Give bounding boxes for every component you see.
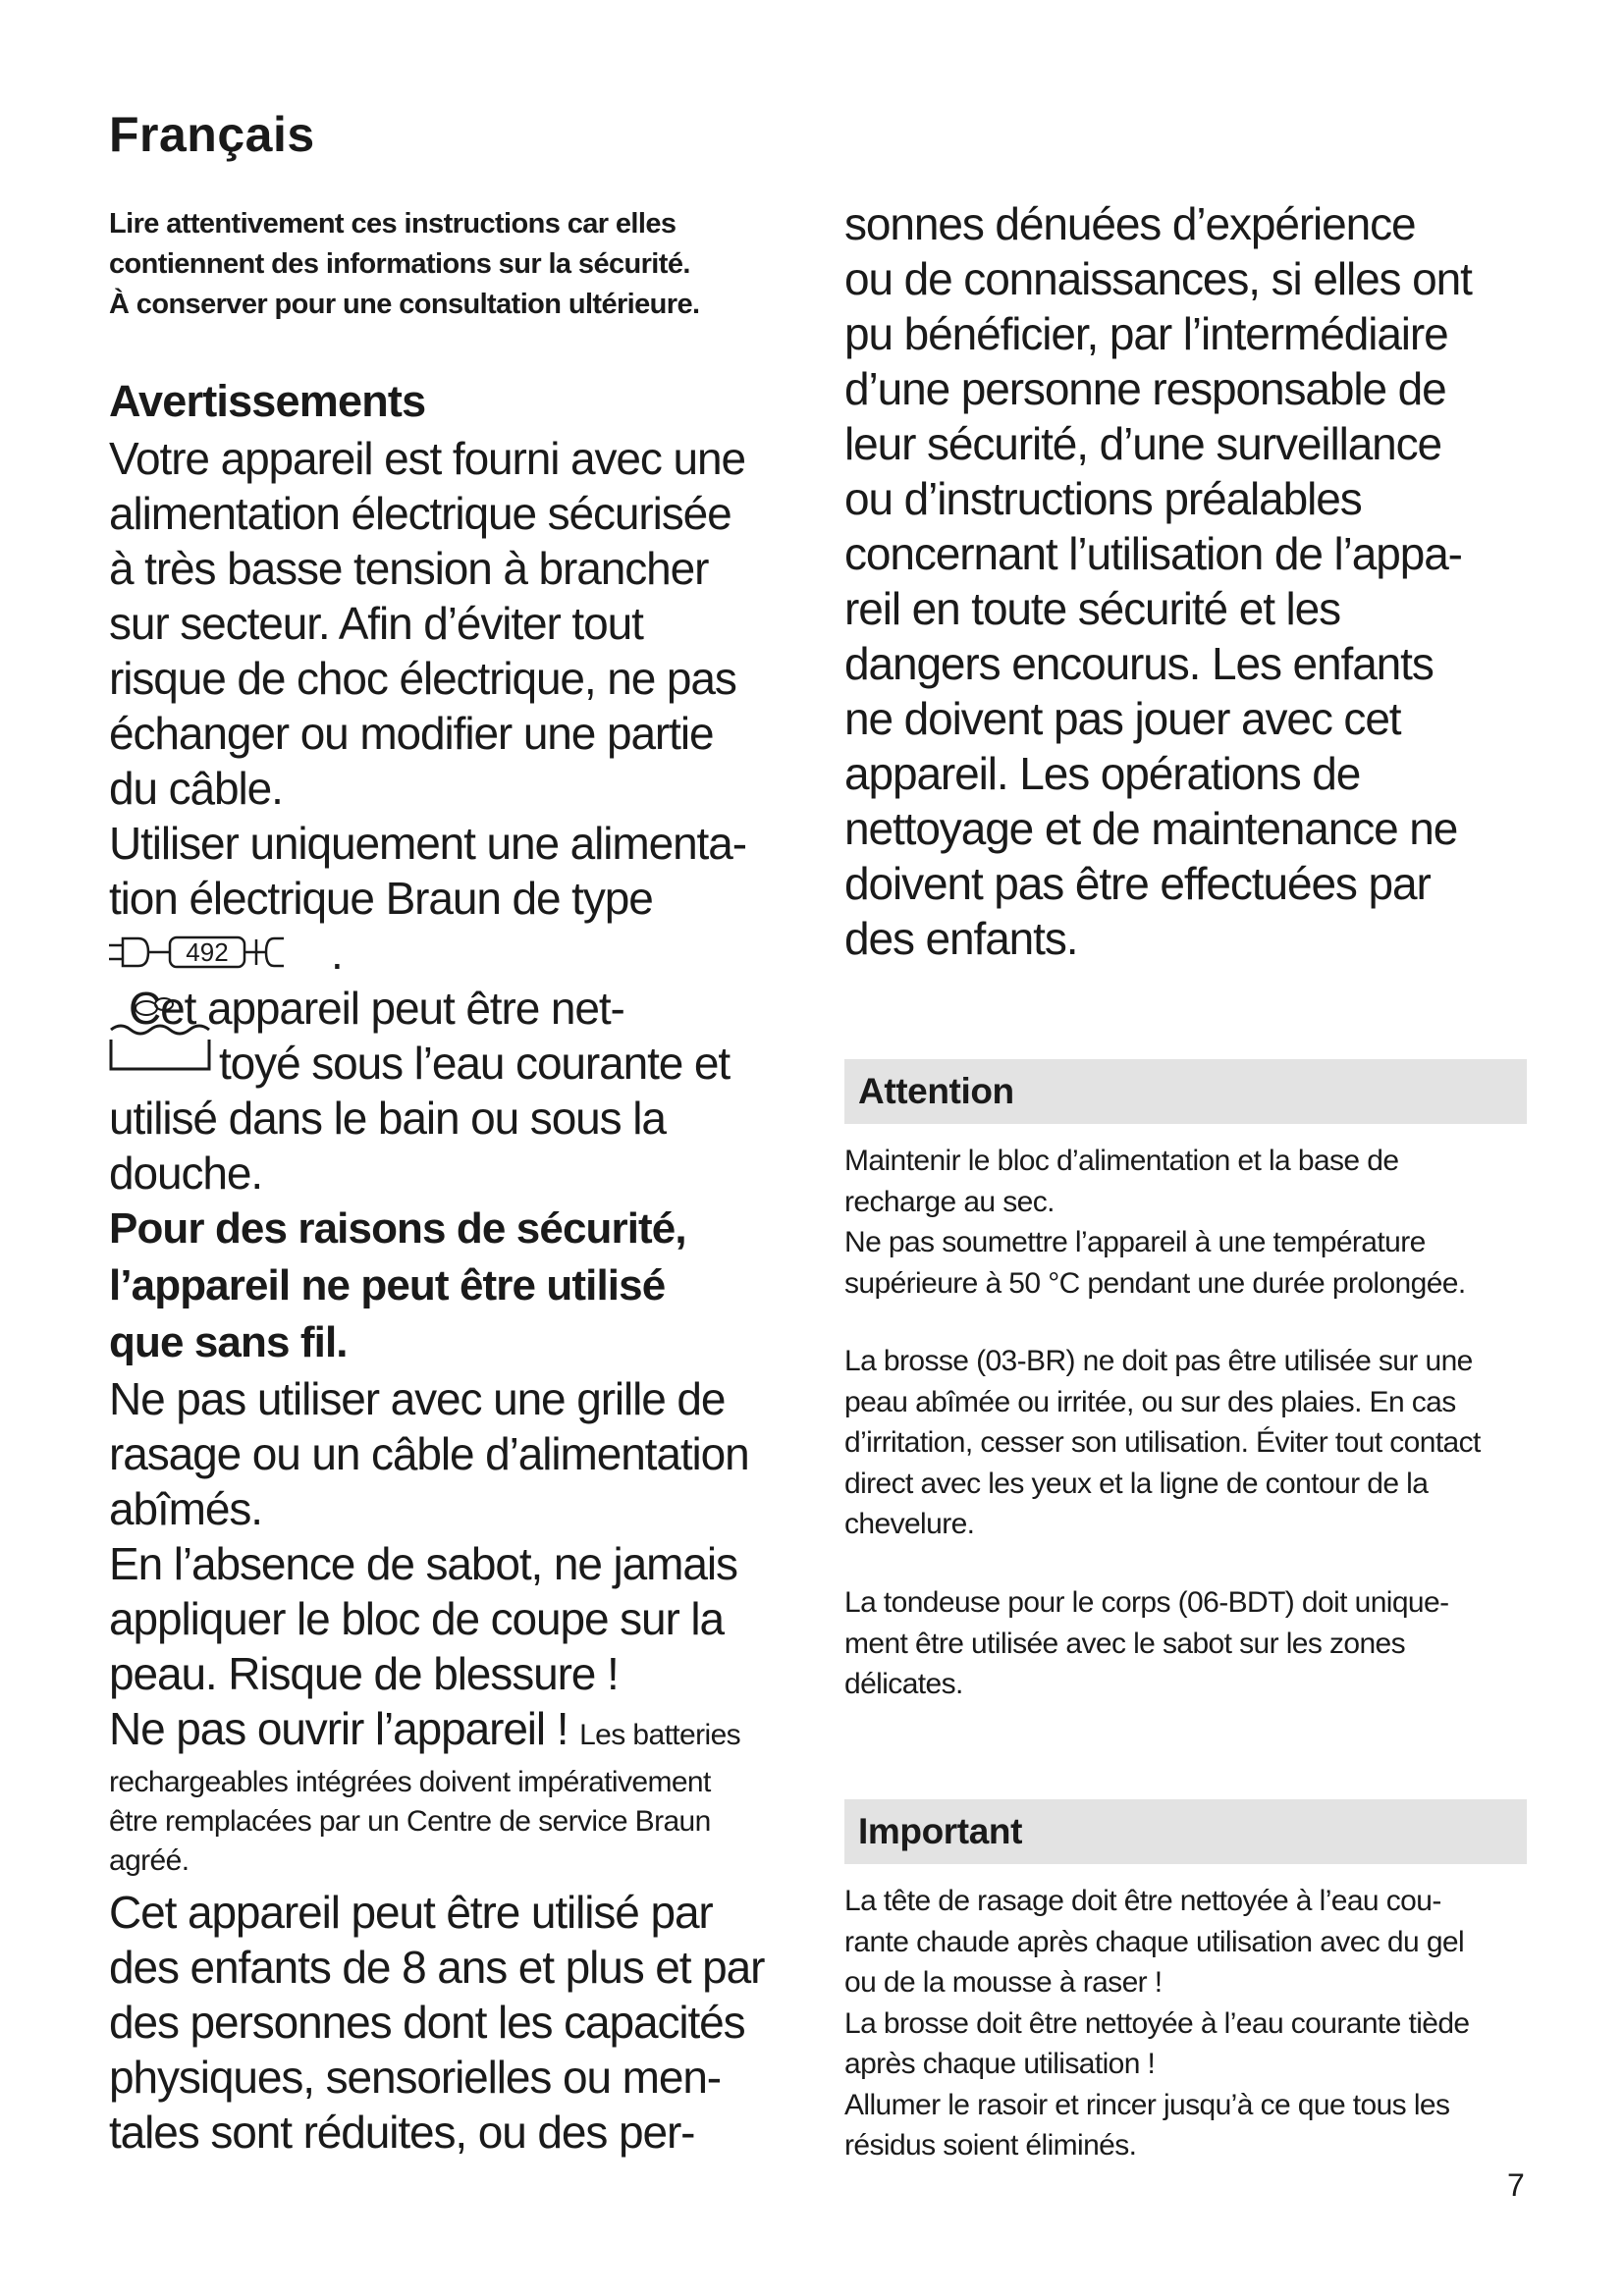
intro-line: contiennent des informations sur la sécurité. <box>109 248 690 280</box>
text-line: abîmés. <box>109 1483 262 1534</box>
text-line: Ne pas soumettre l’appareil à une température <box>844 1226 1426 1258</box>
text-line: Ne pas utiliser avec une grille de <box>109 1373 726 1424</box>
text-line: rasage ou un câble d’alimentation <box>109 1428 749 1479</box>
text-line: La tondeuse pour le corps (06-BDT) doit unique- <box>844 1586 1449 1619</box>
text-line: Maintenir le bloc d’alimentation et la base de <box>844 1145 1399 1177</box>
text-line: résidus soient éliminés. <box>844 2129 1137 2162</box>
text-line: l’appareil ne peut être utilisé <box>109 1261 666 1309</box>
text-line: douche. <box>109 1148 262 1199</box>
text-line: rante chaude après chaque utilisation avec du gel <box>844 1925 1465 1958</box>
warnings-paragraph-2 <box>109 816 796 926</box>
attention-paragraph-1 <box>844 1141 1532 1304</box>
text-line: Pour des raisons de sécurité, <box>109 1204 686 1253</box>
do-not-open-warning <box>109 1701 796 1881</box>
text-line: échanger ou modifier une partie <box>109 708 714 759</box>
type-suffix: . <box>331 928 344 979</box>
text-line: des enfants. <box>844 913 1078 964</box>
text-line: délicates. <box>844 1668 963 1700</box>
text-line: toyé sous l’eau courante et <box>219 1038 731 1089</box>
text-line: Cet appareil peut être utilisé par <box>109 1887 713 1938</box>
text-line: nettoyage et de maintenance ne <box>844 803 1458 854</box>
text-line: sonnes dénuées d’expérience <box>844 198 1416 249</box>
attention-heading: Attention <box>844 1059 1527 1124</box>
text-line: La tête de rasage doit être nettoyée à l’eau cou- <box>844 1885 1441 1917</box>
type-code: 492 <box>186 937 229 967</box>
text-line: du câble. <box>109 763 283 814</box>
attention-paragraph-3 <box>844 1582 1532 1705</box>
text-line: dangers encourus. Les enfants <box>844 638 1434 689</box>
text-line: ou d’instructions préalables <box>844 473 1362 524</box>
text-line: appareil. Les opérations de <box>844 748 1361 799</box>
text-line: ment être utilisée avec le sabot sur les zones <box>844 1627 1406 1660</box>
text-line: après chaque utilisation ! <box>844 2048 1156 2080</box>
do-not-open-text: Ne pas ouvrir l’appareil ! <box>109 1703 568 1754</box>
page-number: 7 <box>1507 2167 1525 2203</box>
intro-line: Lire attentivement ces instructions car elles <box>109 208 677 240</box>
text-line: risque de choc électrique, ne pas <box>109 653 736 704</box>
text-line: En l’absence de sabot, ne jamais <box>109 1538 737 1589</box>
important-paragraph <box>844 1881 1532 2166</box>
text-line: sur secteur. Afin d’éviter tout <box>109 598 643 649</box>
text-line: direct avec les yeux et la ligne de contour de la <box>844 1467 1429 1500</box>
text-line: leur sécurité, d’une surveillance <box>844 418 1442 469</box>
text-line: ou de connaissances, si elles ont <box>844 253 1472 304</box>
text-line: tion électrique Braun de type <box>109 873 653 924</box>
washable-under-water-icon <box>107 987 217 1083</box>
text-line: pu bénéficier, par l’intermédiaire <box>844 308 1448 359</box>
intro-paragraph <box>109 204 796 325</box>
text-line: des enfants de 8 ans et plus et par <box>109 1942 765 1993</box>
text-line: La brosse doit être nettoyée à l’eau courante tiède <box>844 2006 1470 2040</box>
text-line: Allumer le rasoir et rincer jusqu’à ce que tous les <box>844 2088 1450 2121</box>
text-line: appliquer le bloc de coupe sur la <box>109 1593 725 1644</box>
left-column <box>109 204 796 2160</box>
important-heading: Important <box>844 1799 1527 1864</box>
right-column <box>844 196 1532 966</box>
children-paragraph-continued <box>844 196 1532 966</box>
text-line: concernant l’utilisation de l’appa- <box>844 528 1462 579</box>
children-paragraph <box>109 1885 796 2160</box>
text-line <box>109 1701 796 1763</box>
text-line: rechargeables intégrées doivent impérativement <box>109 1766 711 1798</box>
text-line: Cet appareil peut être net- <box>129 983 624 1034</box>
attention-paragraph-2 <box>844 1341 1532 1545</box>
text-line: ou de la mousse à raser ! <box>844 1966 1163 1999</box>
text-line: Votre appareil est fourni avec une <box>109 433 745 484</box>
text-line: d’une personne responsable de <box>844 363 1446 414</box>
text-line: chevelure. <box>844 1508 975 1540</box>
text-line: être remplacées par un Centre de service Braun <box>109 1805 711 1838</box>
page-title: Français <box>109 107 315 162</box>
trimmer-guard-warning <box>109 1536 796 1701</box>
text-line: à très basse tension à brancher <box>109 543 709 594</box>
text-line: agréé. <box>109 1844 189 1877</box>
washable-paragraph <box>109 981 796 1201</box>
text-line: doivent pas être effectuées par <box>844 858 1431 909</box>
text-line: d’irritation, cesser son utilisation. Éviter tout contact <box>844 1426 1481 1459</box>
cordless-warning <box>109 1201 796 1371</box>
warnings-paragraph-1 <box>109 431 796 816</box>
text-line: recharge au sec. <box>844 1185 1055 1218</box>
text-line: tales sont réduites, ou des per- <box>109 2107 695 2158</box>
batteries-text: Les batteries <box>579 1719 741 1751</box>
intro-line: À conserver pour une consultation ultérieure. <box>109 289 700 320</box>
text-line: reil en toute sécurité et les <box>844 583 1341 634</box>
text-line: Utiliser uniquement une alimenta- <box>109 818 746 869</box>
text-line: ne doivent pas jouer avec cet <box>844 693 1401 744</box>
text-line: que sans fil. <box>109 1318 348 1366</box>
damaged-parts-warning <box>109 1371 796 1536</box>
power-supply-type-row <box>109 926 796 981</box>
warnings-heading: Avertissements <box>109 376 426 426</box>
text-line: peau abîmée ou irritée, ou sur des plaies. En cas <box>844 1385 1456 1418</box>
power-supply-type-icon <box>109 930 325 977</box>
text-line: supérieure à 50 °C pendant une durée prolongée. <box>844 1266 1466 1300</box>
text-line: peau. Risque de blessure ! <box>109 1648 619 1699</box>
text-line: utilisé dans le bain ou sous la <box>109 1093 666 1144</box>
text-line: La brosse (03-BR) ne doit pas être utilisée sur une <box>844 1345 1473 1377</box>
text-line: alimentation électrique sécurisée <box>109 488 731 539</box>
text-line: des personnes dont les capacités <box>109 1997 745 2048</box>
text-line: physiques, sensorielles ou men- <box>109 2052 722 2103</box>
